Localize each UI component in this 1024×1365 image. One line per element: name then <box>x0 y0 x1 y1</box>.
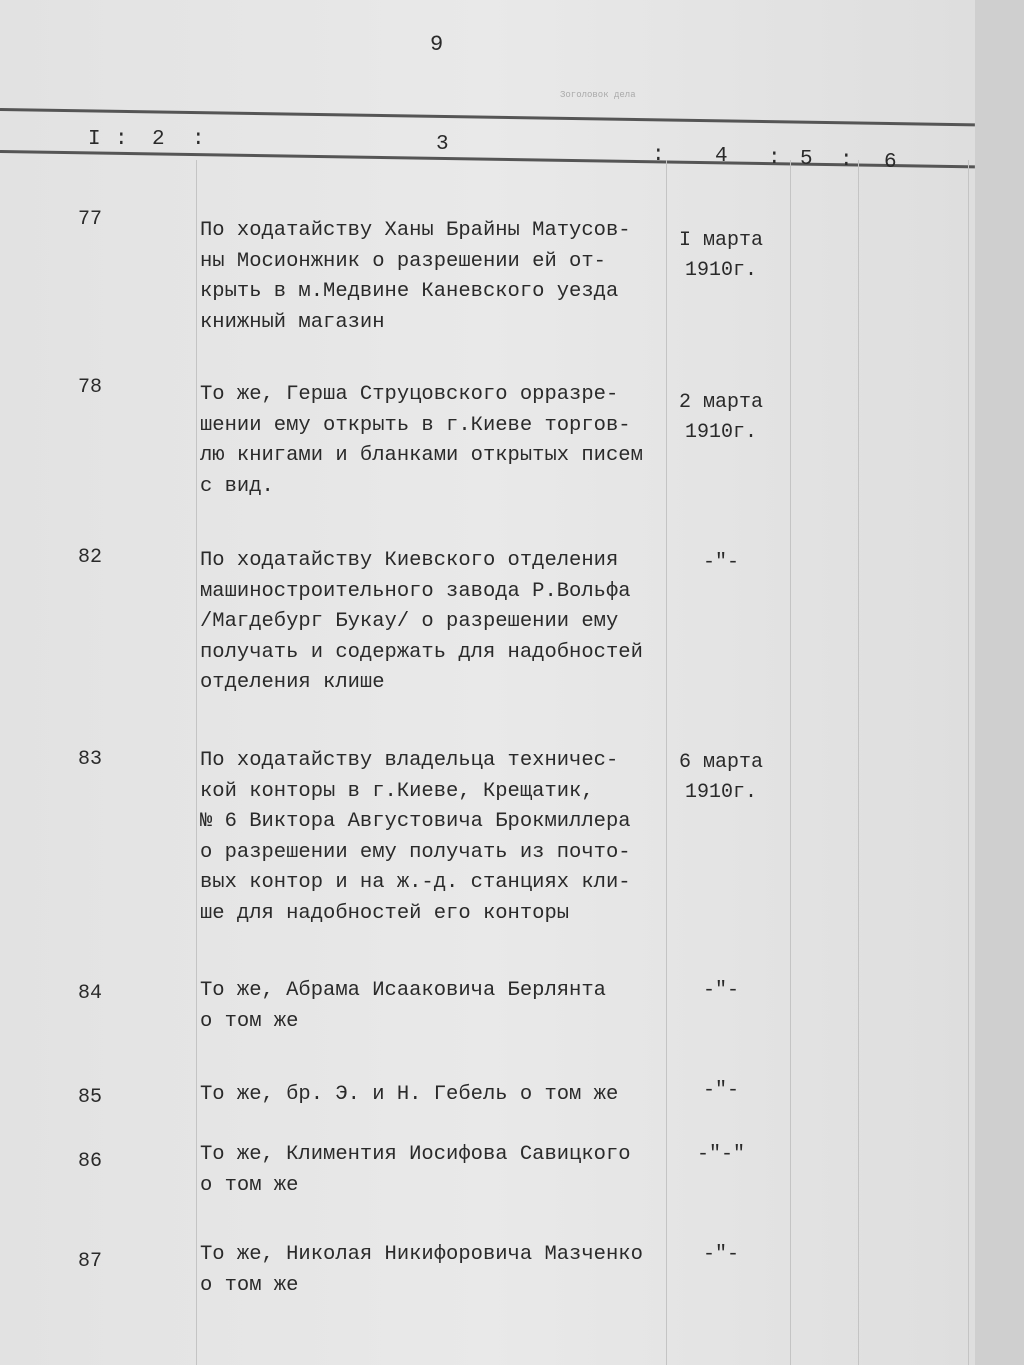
row-title: То же, Герша Струцовского орразре- шении ему открыть в г.Киеве торгов- лю книгами и бланками открытых писем с вид. <box>200 383 643 498</box>
column-header-1: I <box>88 128 101 151</box>
column-header-3: 3 <box>436 133 449 156</box>
column-divider <box>790 160 791 1365</box>
row-title: По ходатайству Киевского отделения машиностроительного завода Р.Вольфа /Магдебург Букау/ о разрешении ему получать и содержать для надобностей отделения клише <box>200 549 643 694</box>
row-date: 2 марта 1910г. <box>678 391 763 444</box>
ghost-header-label: Зоголовок дела <box>560 90 636 100</box>
separator: : <box>192 128 205 151</box>
row-date: I марта 1910г. <box>678 229 763 282</box>
column-header-2: 2 <box>152 128 165 151</box>
separator: : <box>115 128 128 151</box>
column-header-6: 6 <box>884 151 897 174</box>
row-number: 83 <box>78 748 103 771</box>
row-date: -"- <box>702 1243 739 1266</box>
row-number: 84 <box>78 982 103 1005</box>
row-number: 77 <box>78 208 103 231</box>
row-date: -"- <box>702 551 739 574</box>
row-title: По ходатайству Ханы Брайны Матусов- ны Мосионжник о разрешении ей от- крыть в м.Медвине Каневского уезда книжный магазин <box>200 219 631 334</box>
column-divider <box>196 160 197 1365</box>
row-number: 82 <box>78 546 103 569</box>
row-title: То же, Климентия Иосифова Савицкого о том же <box>200 1143 631 1197</box>
column-header-4: 4 <box>715 145 728 168</box>
row-date: -"- <box>702 1079 739 1102</box>
row-number: 78 <box>78 376 103 399</box>
separator: : <box>768 147 781 170</box>
row-number: 85 <box>78 1086 103 1109</box>
column-divider <box>968 160 969 1365</box>
row-number: 87 <box>78 1250 103 1273</box>
row-title: То же, Абрама Исааковича Берлянта о том же <box>200 979 606 1033</box>
column-header-5: 5 <box>800 148 813 171</box>
column-divider <box>858 160 859 1365</box>
row-date: -"-" <box>696 1143 745 1166</box>
row-number: 86 <box>78 1150 103 1173</box>
row-title: По ходатайству владельца техничес- кой конторы в г.Киеве, Крещатик, № 6 Виктора Августовича Брокмиллера о разрешении ему получать из почто- вых контор и на ж.-д. станциях кли- ше для надобностей его конторы <box>200 749 631 925</box>
row-title: То же, Николая Никифоровича Мазченко о том же <box>200 1243 643 1297</box>
page-edge <box>975 0 1024 1365</box>
separator: : <box>652 144 665 167</box>
separator: : <box>840 149 853 172</box>
page-number: 9 <box>430 32 444 57</box>
row-title: То же, бр. Э. и Н. Гебель о том же <box>200 1083 619 1106</box>
row-date: -"- <box>702 979 739 1002</box>
column-divider <box>666 160 667 1365</box>
row-date: 6 марта 1910г. <box>678 751 763 804</box>
